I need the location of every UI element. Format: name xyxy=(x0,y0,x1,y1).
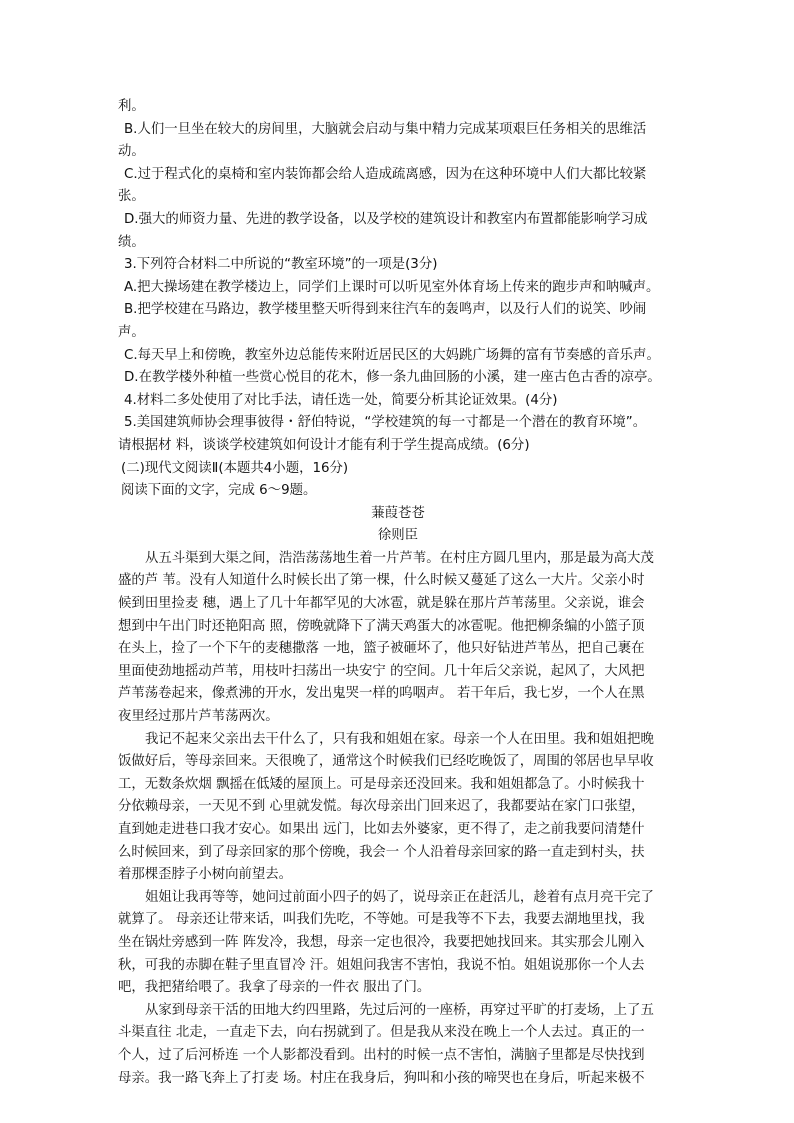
text-line: 张。 xyxy=(118,189,145,205)
text-line: 夜里经过那片芦苇荡两次。 xyxy=(118,709,279,725)
text-line: 5.美国建筑师协会理事彼得・舒伯特说，“学校建筑的每一寸都是一个潜在的教育环境”。 xyxy=(124,415,647,431)
text-line: 直到她走进巷口我才安心。如果出 远门，比如去外婆家，更不得了，走之前我要问清楚什 xyxy=(118,822,645,837)
text-line: 阅读下面的文字，完成 6～9题。 xyxy=(121,483,317,499)
text-line: C.每天早上和傍晚，教室外边总能传来附近居民区的大妈跳广场舞的富有节奏感的音乐声。 xyxy=(124,347,660,363)
text-line: 想到中午出门时还艳阳高 照，傍晚就降下了满天鸡蛋大的冰雹呢。他把柳条编的小篮子顶 xyxy=(118,618,645,634)
text-line: (二)现代文阅读Ⅱ(本题共4小题，16分) xyxy=(121,460,349,476)
text-line: 么时候回来，到了母亲回家的那个傍晚，我会一 个人沿着母亲回家的路一直走到村头，扶 xyxy=(118,844,645,860)
text-line: 吧，我把猪给喂了。我拿了母亲的一件衣 服出了门。 xyxy=(118,980,431,996)
text-line: 姐姐让我再等等，她问过前面小四子的妈了，说母亲正在赶活儿，趁着有点月亮干完了 xyxy=(145,889,654,905)
text-line: C.过于程式化的桌椅和室内装饰都会给人造成疏离感，因为在这种环境中人们大都比较紧 xyxy=(124,166,647,182)
text-line: D.在教学楼外种植一些赏心悦目的花木，修一条九曲回肠的小溪，建一座古色古香的凉亭。 xyxy=(124,370,661,386)
text-line: 里面使劲地摇动芦苇，用枝叶扫荡出一块安宁 的空间。几十年后父亲说，起风了，大风把 xyxy=(118,663,645,679)
text-line: 声。 xyxy=(118,324,145,340)
text-line: 绩。 xyxy=(118,234,145,250)
text-line: 徐则臣 xyxy=(377,528,419,544)
text-line: 从家到母亲干活的田地大约四里路，先过后河的一座桥，再穿过平旷的打麦场，上了五 xyxy=(145,1002,654,1018)
text-line: 坐在锅灶旁感到一阵 阵发冷，我想，母亲一定也很冷，我要把她找回来。其实那会儿刚入 xyxy=(118,934,645,950)
text-line: 芦苇荡卷起来，像煮沸的开水，发出鬼哭一样的呜咽声。 若干年后，我七岁，一个人在黑 xyxy=(118,686,645,702)
text-line: A.把大操场建在教学楼边上，同学们上课时可以听见室外体育场上传来的跑步声和呐喊声。 xyxy=(124,279,660,295)
text-line: 动。 xyxy=(118,144,145,160)
text-line: 我记不起来父亲出去干什么了，只有我和姐姐在家。母亲一个人在田里。我和姐姐把晚 xyxy=(145,731,654,747)
text-line: 候到田里捡麦 穗，遇上了几十年都罕见的大冰雹，就是躲在那片芦苇荡里。父亲说，谁会 xyxy=(118,596,645,612)
text-line: 蒹葭苍苍 xyxy=(371,505,425,521)
text-line: 母亲。我一路飞奔上了打麦 场。村庄在我身后，狗叫和小孩的啼哭也在身后，听起来极不 xyxy=(118,1070,645,1086)
text-line: 工，无数条炊烟 飘摇在低矮的屋顶上。可是母亲还没回来。我和姐姐都急了。小时候我十 xyxy=(118,776,645,792)
text-line: 从五斗渠到大渠之间，浩浩荡荡地生着一片芦苇。在村庄方圆几里内，那是最为高大茂 xyxy=(145,550,654,566)
text-line: 饭做好后，等母亲回来。天很晚了，通常这个时候我们已经吃晚饭了，周围的邻居也早早收 xyxy=(118,754,654,770)
text-line: 着那棵歪脖子小树向前望去。 xyxy=(118,867,293,883)
text-line: D.强大的师资力量、先进的教学设备，以及学校的建筑设计和教室内布置都能影响学习成 xyxy=(124,211,648,227)
text-line: 就算了。 母亲还让带来话，叫我们先吃，不等她。可是我等不下去，我要去湖地里找，我 xyxy=(118,912,645,928)
text-line: 个人，过了后河桥连 一个人影都没看到。出村的时候一点不害怕，满脑子里都是尽快找到 xyxy=(118,1047,645,1063)
text-line: B.人们一旦坐在较大的房间里，大脑就会启动与集中精力完成某项艰巨任务相关的思维活 xyxy=(124,121,647,137)
document-page xyxy=(118,96,678,1090)
text-line: 盛的芦 苇。没有人知道什么时候长出了第一棵，什么时候又蔓延了这么一大片。父亲小时 xyxy=(118,573,645,589)
text-line: B.把学校建在马路边，教学楼里整天听得到来往汽车的轰鸣声，以及行人们的说笑、吵闹 xyxy=(124,302,647,318)
text-line: 在头上，捡了一个下午的麦穗撒落 一地，篮子被砸坏了，他只好钻进芦苇丛，把自己裹在 xyxy=(118,641,645,657)
text-line: 4.材料二多处使用了对比手法，请任选一处，简要分析其论证效果。(4分) xyxy=(124,392,558,408)
text-line: 请根据材 料，谈谈学校建筑如何设计才能有利于学生提高成绩。(6分) xyxy=(118,437,530,453)
text-line: 利。 xyxy=(118,99,145,114)
text-line: 分依赖母亲，一天见不到 心里就发慌。每次母亲出门回来迟了，我都要站在家门口张望， xyxy=(118,799,645,815)
text-line: 斗渠直往 北走，一直走下去，向右拐就到了。但是我从来没在晚上一个人去过。真正的一 xyxy=(118,1025,645,1041)
text-line: 3.下列符合材料二中所说的“教室环境”的一项是(3分) xyxy=(124,257,438,273)
text-line: 秋，可我的赤脚在鞋子里直冒冷 汗。姐姐问我害不害怕，我说不怕。姐姐说那你一个人去 xyxy=(118,957,645,973)
